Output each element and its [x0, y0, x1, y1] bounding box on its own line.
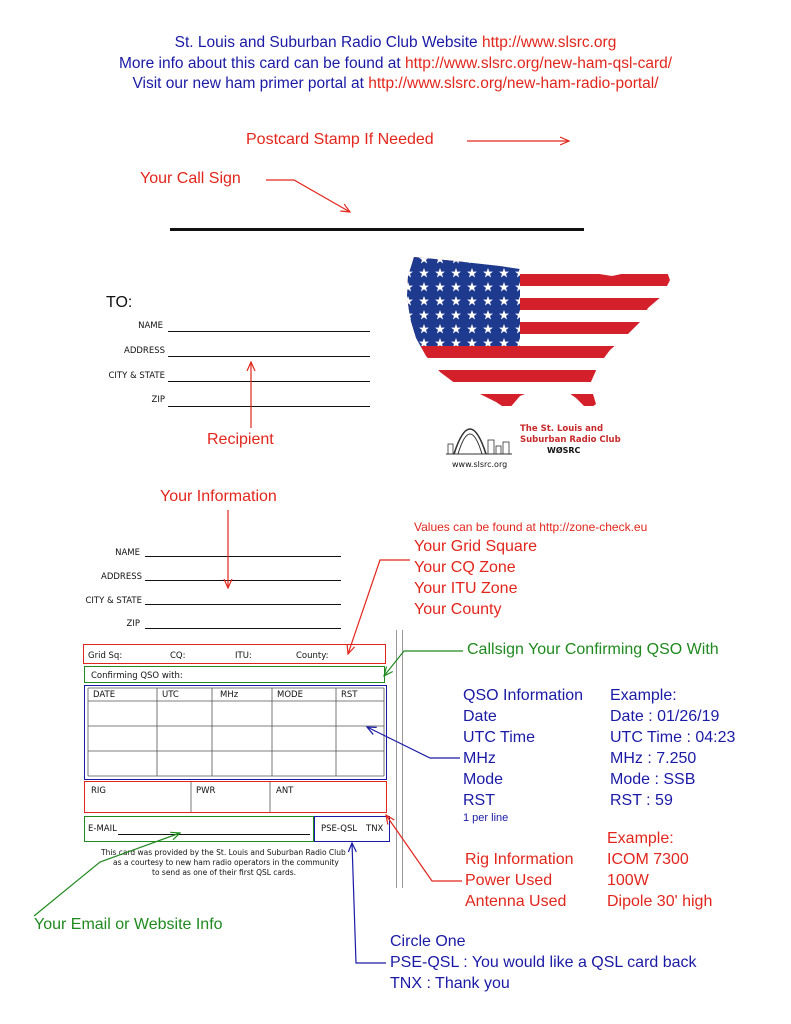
courtesy-line-3: to send as one of their first QSL cards.	[152, 868, 297, 877]
card-divider-1	[396, 630, 397, 888]
qso-header-mode: MODE	[277, 690, 303, 700]
callsign-line	[170, 228, 584, 231]
callsign-note: Your Call Sign	[140, 170, 241, 187]
county-label: County:	[296, 651, 329, 661]
qso-info-rst: RST	[463, 792, 495, 809]
pwr-label: PWR	[196, 786, 216, 796]
qsl-card-info-link[interactable]: http://www.slsrc.org/new-ham-qsl-card/	[405, 55, 673, 72]
email-label: E-MAIL	[88, 824, 117, 834]
qso-header-rst: RST	[341, 690, 358, 700]
qso-info-note: 1 per line	[463, 812, 509, 824]
grid-sq-label: Grid Sq:	[88, 651, 123, 661]
email-note: Your Email or Website Info	[34, 916, 223, 933]
club-callsign: WØSRC	[547, 446, 581, 455]
rig-example-power: 100W	[607, 872, 649, 889]
qso-example-mode: Mode : SSB	[610, 771, 696, 788]
card-divider-2	[402, 630, 403, 888]
circle-one-title: Circle One	[390, 933, 466, 950]
rig-info-rig: Rig Information	[465, 851, 574, 868]
qso-example-date: Date : 01/26/19	[610, 708, 720, 725]
grid-square-note: Your Grid Square	[414, 538, 538, 555]
tnx-label: TNX	[366, 824, 384, 834]
circle-one-tnx: TNX : Thank you	[390, 975, 510, 992]
rig-info-antenna: Antenna Used	[465, 893, 567, 910]
back-address-label: ADDRESS	[101, 572, 142, 582]
email-line	[118, 834, 310, 835]
cq-zone-note: Your CQ Zone	[414, 559, 516, 576]
qso-info-mode: Mode	[463, 771, 504, 788]
back-name-line	[145, 556, 341, 557]
ant-label: ANT	[276, 786, 294, 796]
qso-header-mhz: MHz	[220, 690, 239, 700]
qso-example-utc: UTC Time : 04:23	[610, 729, 736, 746]
front-city-state-label: CITY & STATE	[108, 371, 165, 381]
header-line-1-text: St. Louis and Suburban Radio Club Website	[174, 34, 478, 51]
zone-check-note: Values can be found at http://zone-check.eu	[414, 520, 648, 534]
front-zip-label: ZIP	[151, 395, 165, 405]
rig-row	[84, 781, 387, 813]
callsign-confirm-note: Callsign Your Confirming QSO With	[467, 641, 719, 658]
back-city-state-label: CITY & STATE	[85, 596, 142, 606]
to-label: TO:	[106, 294, 133, 311]
email-row	[84, 816, 314, 842]
qso-info-mhz: MHz	[463, 750, 496, 767]
header-line-2	[0, 55, 791, 73]
qso-example-title: Example:	[610, 687, 677, 704]
back-address-line	[145, 580, 341, 581]
pse-qsl-label: PSE-QSL	[321, 824, 358, 834]
front-name-line	[168, 331, 370, 332]
stamp-note: Postcard Stamp If Needed	[246, 131, 434, 148]
qso-info-title: QSO Information	[463, 687, 584, 704]
zone-arrow	[348, 560, 410, 654]
club-website-link[interactable]: http://www.slsrc.org	[481, 34, 617, 51]
header-line-3-text: Visit our new ham primer portal at	[132, 75, 364, 92]
gateway-arch-logo-icon	[446, 410, 516, 458]
courtesy-line-2: as a courtesy to new ham radio operators in the community	[113, 858, 339, 867]
qso-example-mhz: MHz : 7.250	[610, 750, 697, 767]
qso-example-rst: RST : 59	[610, 792, 673, 809]
recipient-note: Recipient	[207, 431, 274, 448]
rig-label: RIG	[91, 786, 106, 796]
confirming-qso-label: Confirming QSO with:	[91, 671, 183, 681]
header-line-1	[0, 34, 791, 52]
rig-example-title: Example:	[607, 830, 674, 847]
rig-arrow	[386, 815, 462, 881]
circle-one-arrow	[352, 843, 386, 963]
qso-info-utc: UTC Time	[463, 729, 535, 746]
qso-info-date: Date	[463, 708, 497, 725]
header-line-3	[0, 75, 791, 93]
front-city-state-line	[168, 381, 370, 382]
back-zip-line	[145, 628, 341, 629]
itu-label: ITU:	[235, 651, 252, 661]
club-name-line-1: The St. Louis and	[520, 424, 604, 434]
rig-info-power: Power Used	[465, 872, 553, 889]
courtesy-line-1: This card was provided by the St. Louis and Suburban Radio Club	[101, 848, 346, 857]
cq-label: CQ:	[170, 651, 186, 661]
ham-portal-link[interactable]: http://www.slsrc.org/new-ham-radio-portal/	[368, 75, 659, 92]
county-note: Your County	[414, 601, 502, 618]
qso-header-date: DATE	[93, 690, 116, 700]
front-name-label: NAME	[138, 321, 163, 331]
club-name-line-2: Suburban Radio Club	[520, 435, 621, 445]
header-line-2-text: More info about this card can be found at	[118, 55, 401, 72]
your-information-note: Your Information	[160, 488, 277, 505]
back-name-label: NAME	[115, 548, 140, 558]
circle-one-pse: PSE-QSL : You would like a QSL card back	[390, 954, 697, 971]
club-website: www.slsrc.org	[452, 460, 508, 469]
back-zip-label: ZIP	[126, 619, 140, 629]
rig-example-rig: ICOM 7300	[607, 851, 689, 868]
front-address-line	[168, 356, 370, 357]
itu-zone-note: Your ITU Zone	[414, 580, 518, 597]
callsign-arrow	[266, 180, 350, 212]
rig-example-antenna: Dipole 30' high	[607, 893, 713, 910]
back-city-state-line	[145, 604, 341, 605]
front-address-label: ADDRESS	[124, 346, 165, 356]
qso-header-utc: UTC	[162, 690, 179, 700]
front-zip-line	[168, 406, 370, 407]
